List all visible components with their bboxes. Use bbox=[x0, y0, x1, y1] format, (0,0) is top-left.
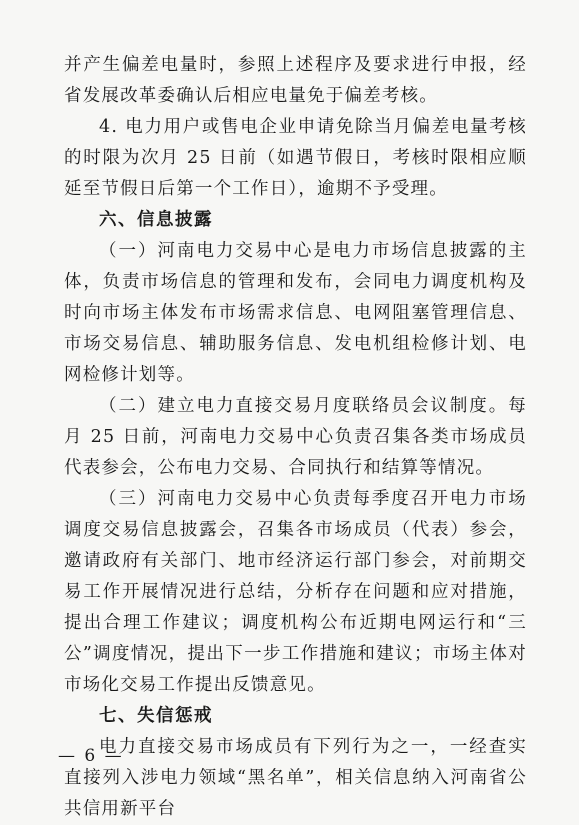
section-heading-information-disclosure: 六、信息披露 bbox=[99, 210, 213, 230]
paragraph-disclosure-3: （三）河南电力交易中心负责每季度召开电力市场调度交易信息披露会，召集各市场成员（代表）参会，邀请政府有关部门、地市经济运行部门参会，对前期交易工作开展情况进行总结，分析存在问题和应对措施，提出合理工作建议；调度机构公布近期电网运行和“三公”调度情况，提出下一步工作措施和建议；市场主体对市场化交易工作提出反馈意见。 bbox=[64, 489, 527, 695]
section-heading-credit-punishment: 七、失信惩戒 bbox=[99, 706, 213, 726]
paragraph-disclosure-1: （一）河南电力交易中心是电力市场信息披露的主体，负责市场信息的管理和发布，会同电力调度机构及时向市场主体发布市场需求信息、电网阻塞管理信息、市场交易信息、辅助服务信息、发电机组检修计划、电网检修计划等。 bbox=[64, 241, 527, 385]
paragraph-item-4: 4. 电力用户或售电企业申请免除当月偏差电量考核的时限为次月 25 日前（如遇节假日，考核时限相应顺延至节假日后第一个工作日），逾期不予受理。 bbox=[64, 117, 527, 199]
page-number: — 6 — bbox=[58, 746, 124, 766]
paragraph-credit-punishment: 电力直接交易市场成员有下列行为之一，一经查实直接列入涉电力领域“黑名单”，相关信息纳入河南省公共信用新平台 bbox=[64, 737, 527, 819]
paragraph-continuation: 并产生偏差电量时，参照上述程序及要求进行申报，经省发展改革委确认后相应电量免于偏差考核。 bbox=[64, 55, 527, 106]
paragraph-disclosure-2: （二）建立电力直接交易月度联络员会议制度。每月 25 日前，河南电力交易中心负责召集各类市场成员代表参会，公布电力交易、合同执行和结算等情况。 bbox=[64, 396, 527, 478]
